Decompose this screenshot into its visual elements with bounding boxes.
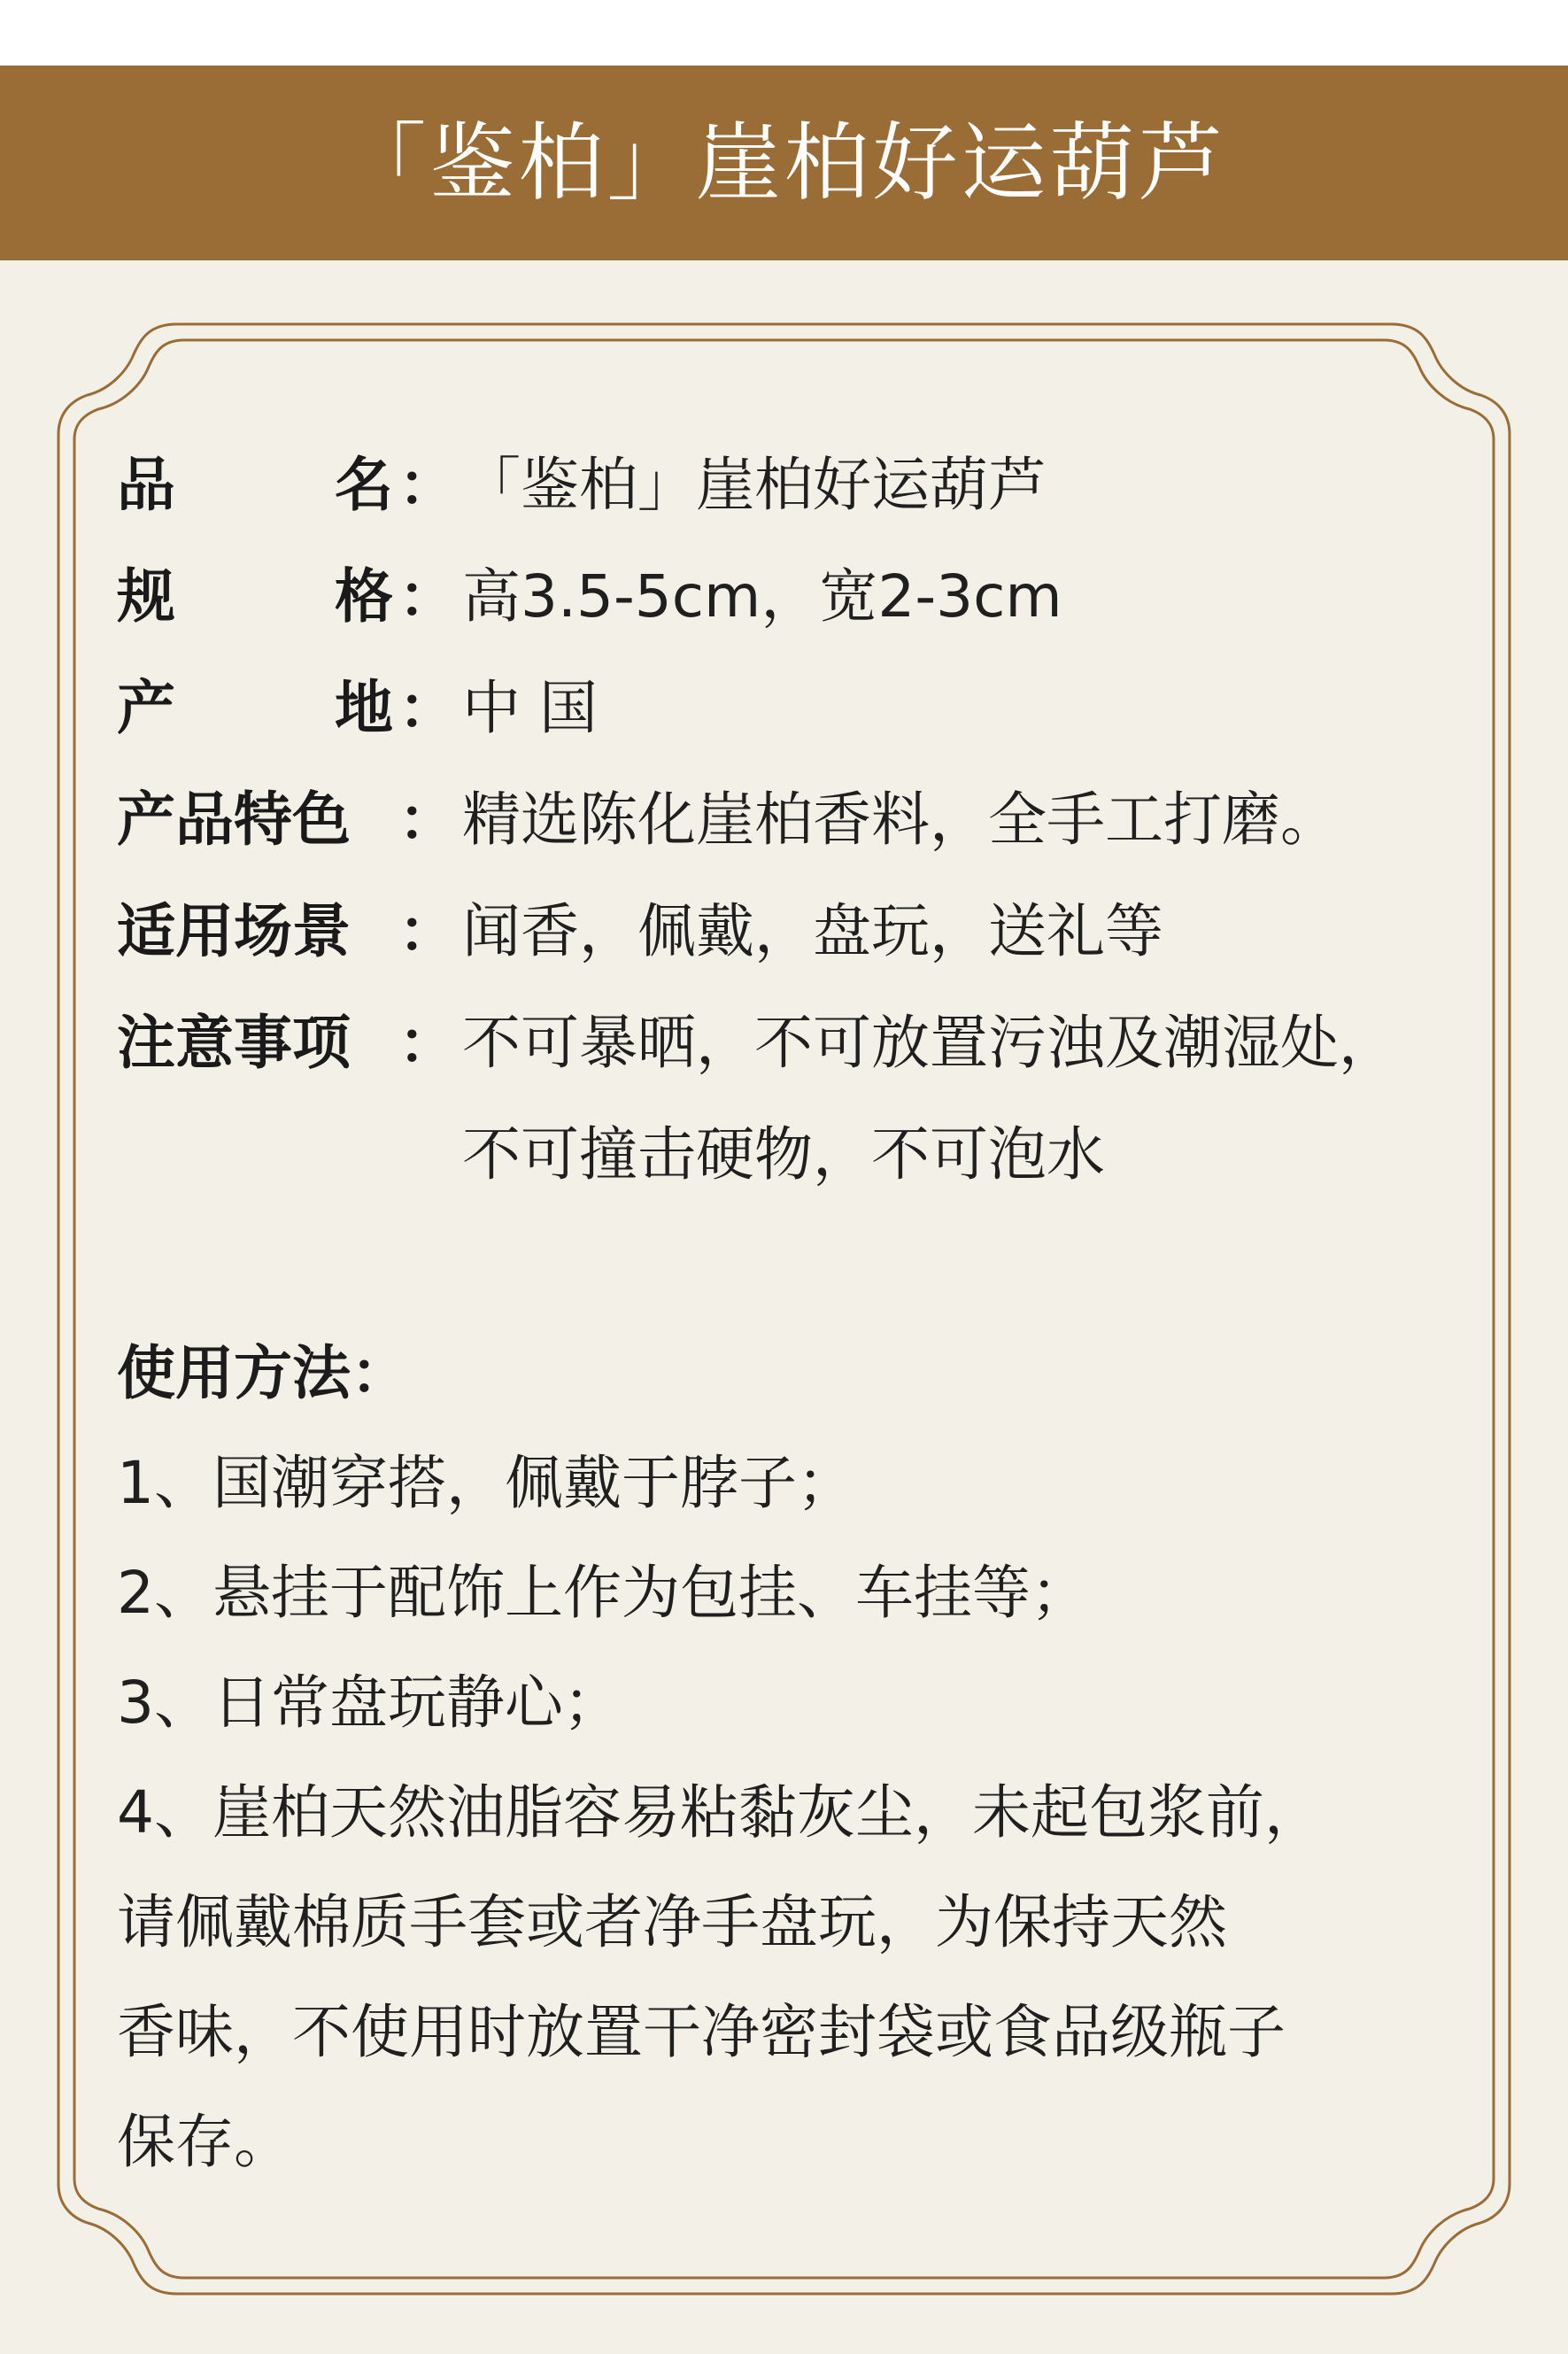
page-title: 「鉴柏」崖柏好运葫芦 [341, 113, 1227, 213]
spec-colon: ： [398, 897, 457, 965]
spec-row-notes [117, 999, 1463, 1189]
usage-line: 请佩戴棉质手套或者净手盘玩，为保持天然 [117, 1888, 1227, 1956]
usage-line: 3、日常盘玩静心； [117, 1669, 622, 1737]
usage-line: 保存。 [117, 2108, 292, 2176]
spec-row-size [117, 553, 1463, 664]
spec-colon: ： [398, 451, 457, 519]
usage-line: 4、崖柏天然油脂容易粘黏灰尘，未起包浆前， [117, 1778, 1323, 1847]
spec-value-size: 高3.5-5cm，宽2-3cm [462, 562, 1062, 631]
spec-row-scenarios [117, 887, 1463, 999]
spec-value-notes: 不可暴晒，不可放置污浊及潮湿处， [462, 1009, 1397, 1077]
spec-row-features [117, 776, 1463, 887]
spec-colon: ： [398, 674, 457, 742]
spec-row-origin [117, 664, 1463, 776]
spec-colon: ： [398, 1009, 457, 1077]
spec-value-notes-line2: 不可撞击硬物，不可泡水 [462, 1120, 1105, 1189]
usage-line: 香味，不使用时放置干净密封袋或食品级瓶子 [117, 1998, 1286, 2066]
spec-label-notes: 注意事项 [117, 1009, 351, 1077]
spec-value-features: 精选陈化崖柏香料，全手工打磨。 [462, 786, 1339, 854]
spec-label-name: 品 名 [117, 451, 393, 519]
spec-value-name: 「鉴柏」崖柏好运葫芦 [462, 451, 1047, 519]
spec-colon: ： [398, 786, 457, 854]
spec-colon: ： [398, 562, 457, 631]
spec-row-name [117, 441, 1463, 553]
usage-line: 1、国潮穿搭，佩戴于脖子； [117, 1449, 855, 1517]
spec-label-origin: 产 地 [117, 674, 393, 742]
usage-title: 使用方法： [117, 1339, 409, 1407]
spec-value-origin: 中 国 [462, 674, 598, 742]
product-info [117, 441, 1463, 2176]
spec-label-features: 产品特色 [117, 786, 351, 854]
usage-line: 2、悬挂于配饰上作为包挂、车挂等； [117, 1559, 1089, 1627]
spec-label-scenarios: 适用场景 [117, 897, 351, 965]
spec-label-size: 规 格 [117, 562, 393, 631]
spec-value-scenarios: 闻香，佩戴，盘玩，送礼等 [462, 897, 1163, 965]
